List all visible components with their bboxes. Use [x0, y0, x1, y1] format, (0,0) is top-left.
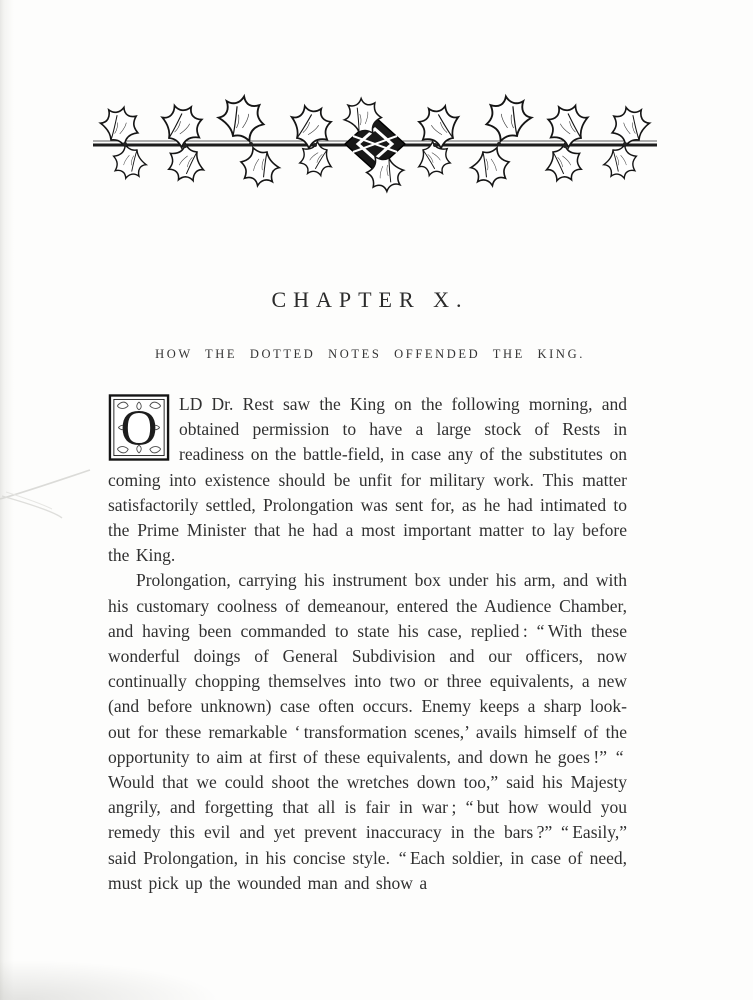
paragraph-1: [108, 392, 627, 568]
scan-artifact-mark: [0, 452, 95, 537]
body-text: [108, 392, 627, 896]
leaf-garland-ornament-icon: [85, 88, 665, 200]
chapter-heading: CHAPTER X.: [271, 287, 469, 312]
paragraph-1-text: LD Dr. Rest saw the King on the following morning, and obtained permission to have a large stock of Rests in readiness on the battle-field, in case any of the substitutes on coming into existence should be unfit for military work. This matter satisfactorily settled, Prolongation was sent for, as he had intimated to the Prime Minister that he had a most important matter to lay before the King.: [108, 394, 627, 566]
drop-cap-letter: O: [120, 400, 158, 458]
ornate-framed-initial-icon: [108, 394, 170, 461]
chapter-subtitle: HOW THE DOTTED NOTES OFFENDED THE KING.: [155, 347, 585, 361]
paragraph-2: Prolongation, carrying his instrument box under his arm, and with his customary coolness of demeanour, entered the Audience Chamber, and having been commanded to state his case, replied : “ With these wonderful doings of General Subdivision and our officers, now continually chopping themselves into two or three equivalents, a new (and before unknown) case often occurs. Enemy keeps a sharp look-out for these remarkable ‘ transformation scenes,’ avails himself of the opportunity to aim at first of these equivalents, and down he goes !” “ Would that we could shoot the wretches down too,” said his Majesty angrily, and forgetting that all is fair in war ; “ but how would you remedy this evil and yet prevent inaccuracy in the bars ?” “ Easily,” said Prolongation, in his concise style. “ Each soldier, in case of need, must pick up the wounded man and show a: [108, 570, 627, 893]
drop-cap-initial: [108, 394, 170, 461]
